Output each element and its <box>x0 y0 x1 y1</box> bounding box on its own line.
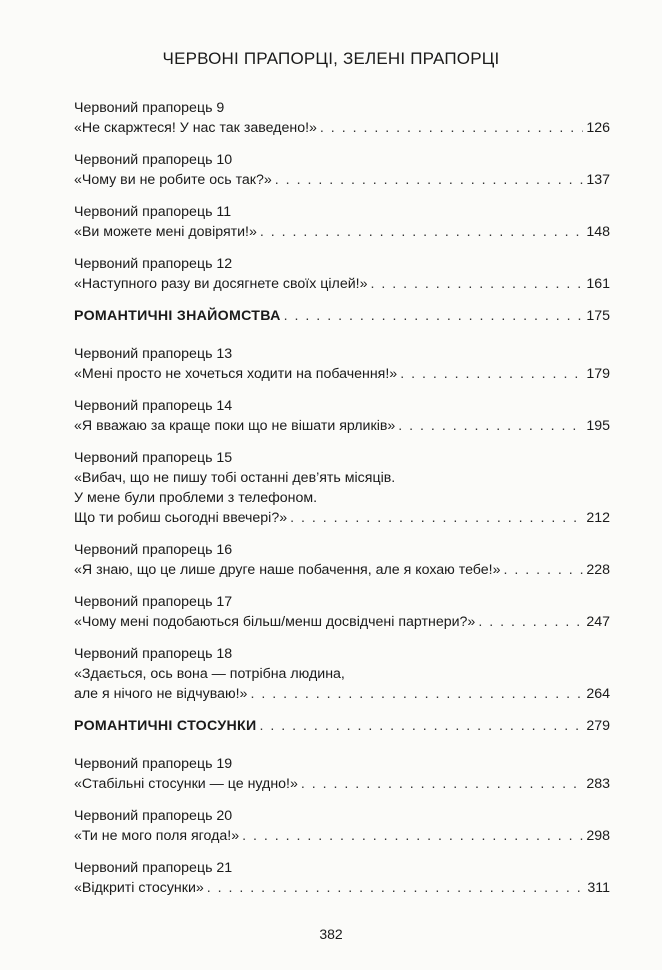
toc-page-number: 283 <box>586 776 610 792</box>
dot-leader <box>398 416 583 436</box>
dot-leader <box>478 612 583 632</box>
entry-quote-line: Що ти робиш сьогодні ввечері?» <box>74 510 288 526</box>
dot-leader <box>290 508 583 528</box>
toc-page-number: 311 <box>587 880 610 896</box>
entry-label: Червоний прапорець 20 <box>74 808 233 824</box>
dot-leader <box>400 364 583 384</box>
entry-quote-line: «Наступного разу ви досягнете своїх цілей!» <box>74 276 368 292</box>
toc-entry <box>74 254 610 294</box>
entry-label: Червоний прапорець 10 <box>74 152 233 168</box>
toc-entry <box>74 202 610 242</box>
entry-quote-line: «Ви можете мені довіряти!» <box>74 224 257 240</box>
entry-quote-line: У мене були проблеми з телефоном. <box>74 490 318 506</box>
toc-page-number: 179 <box>586 366 610 382</box>
entry-quote-row <box>74 508 610 528</box>
toc-entry <box>74 448 610 528</box>
entry-label: Червоний прапорець 14 <box>74 398 233 414</box>
toc-entry <box>74 540 610 580</box>
entry-quote-row <box>74 416 610 436</box>
entry-label: Червоний прапорець 21 <box>74 860 233 876</box>
entry-quote-row <box>74 364 610 384</box>
entry-quote-line: «Чому мені подобаються більш/менш досвідчені партнери?» <box>74 614 476 630</box>
toc-entry <box>74 858 610 898</box>
toc-page-number: 264 <box>586 686 610 702</box>
toc-page-number: 279 <box>586 718 610 734</box>
toc-page-number: 161 <box>586 276 610 292</box>
toc-page-number: 195 <box>586 418 610 434</box>
toc-page-number: 247 <box>586 614 610 630</box>
dot-leader <box>370 274 583 294</box>
entry-label: Червоний прапорець 17 <box>74 594 233 610</box>
toc-page-number: 228 <box>586 562 610 578</box>
entry-quote-row <box>74 170 610 190</box>
toc-page-number: 126 <box>586 120 610 136</box>
toc-entry <box>74 592 610 632</box>
entry-label: Червоний прапорець 19 <box>74 756 233 772</box>
entry-quote-line: «Я вважаю за краще поки що не вішати ярликів» <box>74 418 396 434</box>
toc-page-number: 298 <box>586 828 610 844</box>
entry-quote-row <box>74 826 610 846</box>
entry-quote-row <box>74 274 610 294</box>
dot-leader <box>260 222 583 242</box>
toc-entry <box>74 98 610 138</box>
entry-quote-row <box>74 684 610 704</box>
entry-quote-line: «Здається, ось вона — потрібна людина, <box>74 666 345 682</box>
dot-leader <box>504 560 584 580</box>
entry-quote-row <box>74 560 610 580</box>
entry-quote-line: «Я знаю, що це лише друге наше побачення, але я кохаю тебе!» <box>74 562 501 578</box>
toc-section <box>74 716 610 736</box>
entry-label: Червоний прапорець 15 <box>74 450 233 466</box>
toc-entry <box>74 806 610 846</box>
dot-leader <box>284 306 584 326</box>
entry-quote-line: «Чому ви не робите ось так?» <box>74 172 272 188</box>
toc-page-number: 175 <box>586 308 610 324</box>
dot-leader <box>242 826 583 846</box>
entry-quote-row <box>74 118 610 138</box>
entry-quote-line: «Мені просто не хочеться ходити на побачення!» <box>74 366 398 382</box>
entry-quote-line: «Стабільні стосунки — це нудно!» <box>74 776 298 792</box>
entry-label: Червоний прапорець 12 <box>74 256 233 272</box>
entry-label: Червоний прапорець 18 <box>74 646 233 662</box>
page-number: 382 <box>319 926 343 942</box>
entry-quote-line: але я нічого не відчуваю!» <box>74 686 248 702</box>
table-of-contents <box>74 98 610 910</box>
section-title: РОМАНТИЧНІ СТОСУНКИ <box>74 718 257 734</box>
entry-quote-line: «Ти не мого поля ягода!» <box>74 828 240 844</box>
dot-leader <box>207 878 585 898</box>
toc-page-number: 212 <box>586 510 610 526</box>
entry-label: Червоний прапорець 16 <box>74 542 233 558</box>
toc-entry <box>74 644 610 704</box>
toc-page-number: 137 <box>586 172 610 188</box>
dot-leader <box>250 684 583 704</box>
toc-entry <box>74 150 610 190</box>
dot-leader <box>301 774 583 794</box>
toc-entry <box>74 754 610 794</box>
running-header: ЧЕРВОНІ ПРАПОРЦІ, ЗЕЛЕНІ ПРАПОРЦІ <box>162 49 500 68</box>
toc-section <box>74 306 610 326</box>
toc-entry <box>74 344 610 384</box>
dot-leader <box>275 170 584 190</box>
entry-quote-row <box>74 774 610 794</box>
toc-entry <box>74 396 610 436</box>
dot-leader <box>260 716 584 736</box>
section-title: РОМАНТИЧНІ ЗНАЙОМСТВА <box>74 308 281 324</box>
entry-label: Червоний прапорець 11 <box>74 204 232 220</box>
entry-quote-row <box>74 612 610 632</box>
entry-quote-line: «Вибач, що не пишу тобі останні дев’ять місяців. <box>74 470 396 486</box>
entry-label: Червоний прапорець 13 <box>74 346 233 362</box>
entry-quote-line: «Не скаржтеся! У нас так заведено!» <box>74 120 317 136</box>
entry-label: Червоний прапорець 9 <box>74 100 225 116</box>
dot-leader <box>320 118 583 138</box>
entry-quote-row <box>74 878 610 898</box>
toc-page-number: 148 <box>586 224 610 240</box>
entry-quote-row <box>74 222 610 242</box>
entry-quote-line: «Відкриті стосунки» <box>74 880 204 896</box>
